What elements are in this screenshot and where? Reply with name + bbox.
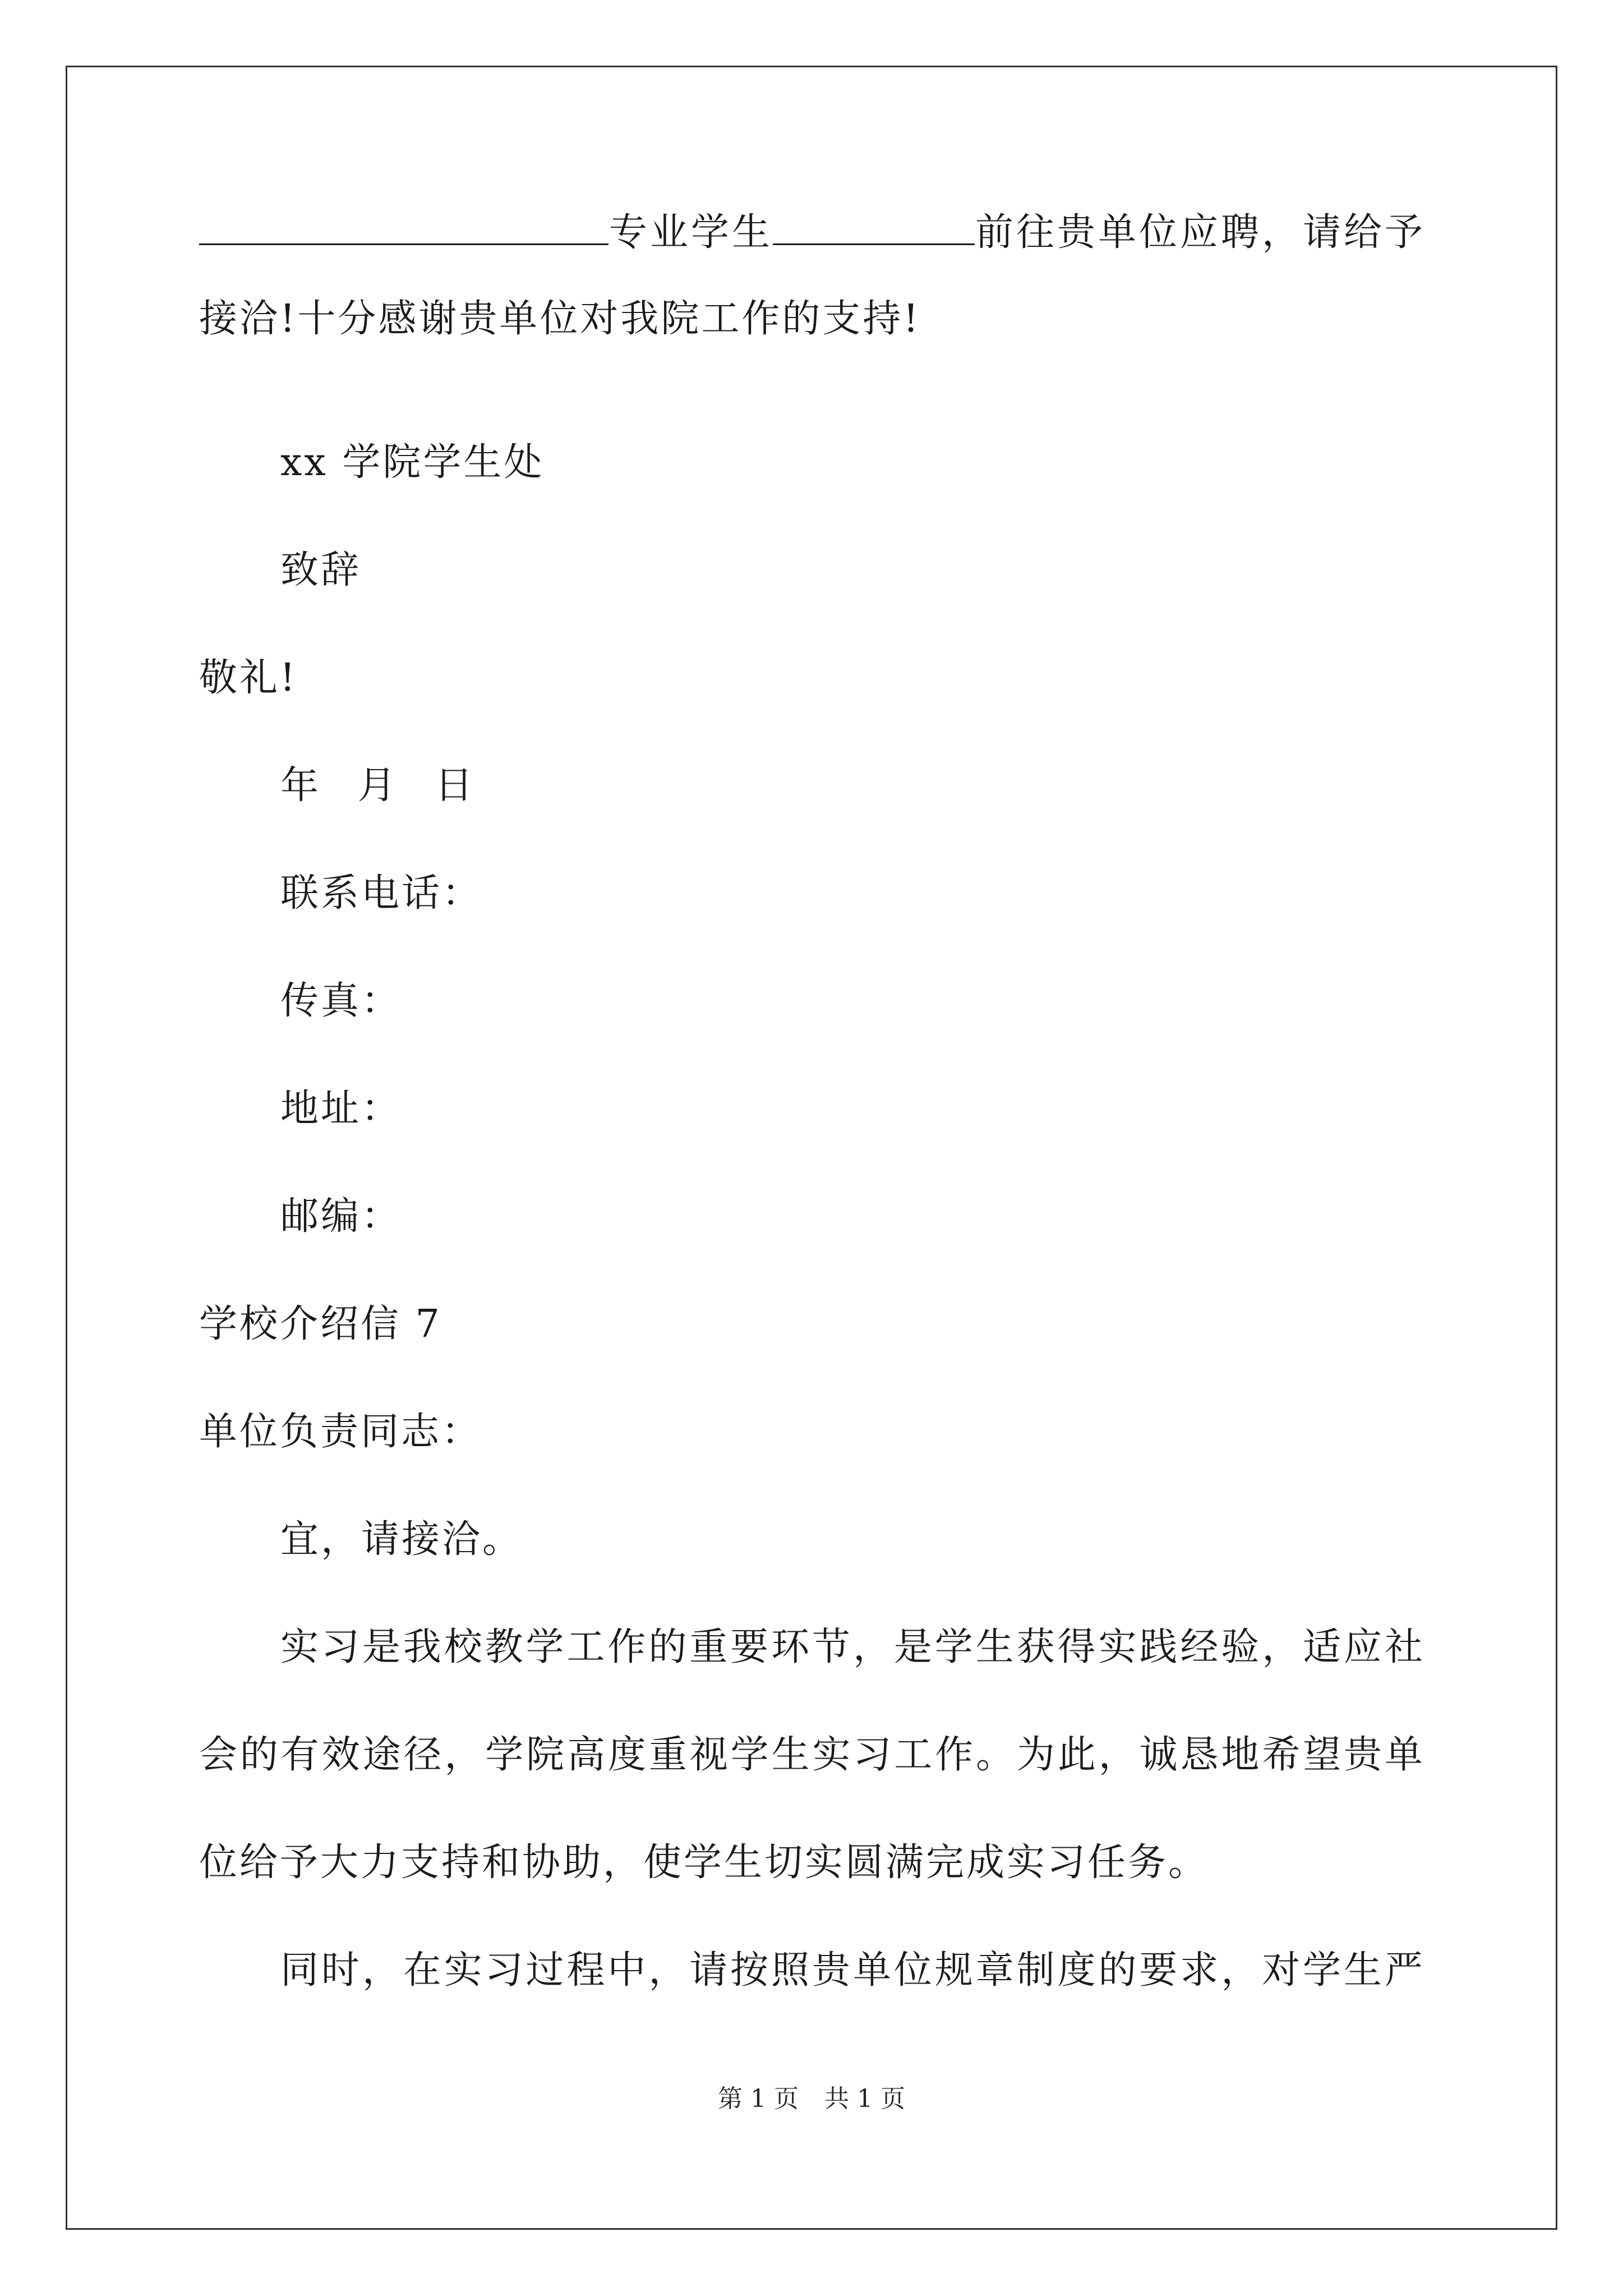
page-number-current: 第 1 页: [718, 2085, 799, 2113]
page-border: [66, 66, 1557, 2230]
paragraph-3-line-1: 同时，在实习过程中，请按照贵单位规章制度的要求，对学生严: [280, 1948, 1425, 1993]
paragraph-2-line-2: 会的有效途径，学院高度重视学生实习工作。为此，诚恳地希望贵单: [199, 1733, 1425, 1777]
salutation: 单位负责同志：: [199, 1410, 482, 1454]
fax-label: 传真：: [280, 979, 402, 1023]
text-major-student: 专业学生: [608, 210, 773, 255]
paragraph-1: 宜，请接洽。: [280, 1517, 523, 1562]
paragraph-2-line-1: 实习是我校教学工作的重要环节，是学生获得实践经验，适应社: [280, 1625, 1425, 1669]
blank-underline-major: [199, 209, 608, 245]
body-line-2: 接洽!十分感谢贵单位对我院工作的支持!: [199, 297, 921, 341]
contact-phone-label: 联系电话：: [280, 871, 483, 915]
sender-name: xx 学院学生处: [280, 440, 545, 485]
closing-zhici: 致辞: [280, 548, 362, 592]
section-title: 学校介绍信 7: [199, 1302, 442, 1346]
page-number-total: 共 1 页: [824, 2085, 905, 2113]
page-footer: [0, 2082, 1623, 2116]
postcode-label: 邮编：: [280, 1194, 402, 1239]
body-line-1: [199, 208, 1425, 258]
blank-underline-name: [773, 209, 975, 245]
text-apply-request: 前往贵单位应聘，请给予: [975, 210, 1425, 255]
date-line: 年 月 日: [280, 763, 476, 808]
closing-jingli: 敬礼!: [199, 656, 298, 700]
paragraph-2-line-3: 位给予大力支持和协助，使学生切实圆满完成实习任务。: [199, 1841, 1209, 1885]
address-label: 地址：: [280, 1087, 402, 1131]
